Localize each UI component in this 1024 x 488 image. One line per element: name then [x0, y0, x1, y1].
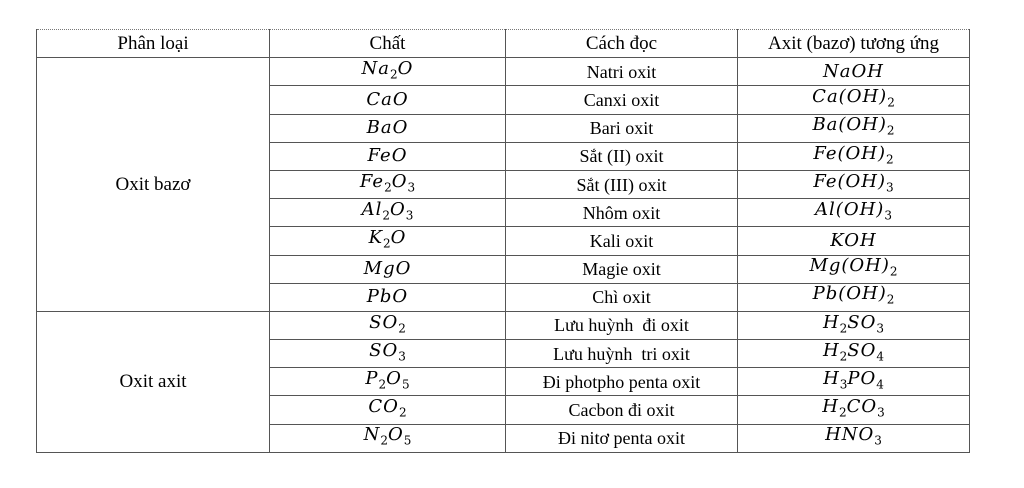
- table-row: [37, 58, 970, 86]
- formula-part: P: [365, 368, 379, 390]
- formula-subscript: 3: [874, 434, 882, 449]
- reading-cell: Bari oxit: [506, 114, 738, 142]
- formula-part: O: [397, 57, 414, 79]
- formula-subscript: 2: [886, 293, 895, 308]
- formula-subscript: 2: [384, 180, 392, 195]
- substance-formula-cell: [270, 199, 506, 227]
- table-body: [37, 58, 970, 453]
- formula-part: BaO: [366, 117, 409, 139]
- formula-part: SO: [847, 311, 877, 333]
- formula-part: H: [822, 396, 839, 418]
- reading-cell: Chì oxit: [506, 283, 738, 311]
- formula-part: Fe(OH): [813, 142, 886, 164]
- formula-part: PO: [847, 368, 877, 390]
- reading-cell: Canxi oxit: [506, 86, 738, 114]
- corresponding-formula-cell: [738, 58, 970, 86]
- substance-formula-cell: [270, 86, 506, 114]
- header-row: [37, 30, 970, 58]
- formula-part: O: [390, 227, 407, 249]
- formula-part: CaO: [366, 88, 409, 110]
- category-cell: Oxit axit: [37, 311, 270, 452]
- formula-subscript: 2: [838, 405, 847, 420]
- reading-cell: Sắt (II) oxit: [506, 142, 738, 170]
- formula-part: Al: [361, 198, 383, 220]
- formula-subscript: 2: [886, 152, 894, 167]
- formula-subscript: 2: [886, 123, 895, 138]
- reading-cell: Kali oxit: [506, 227, 738, 255]
- reading-cell: Cacbon đi oxit: [506, 396, 738, 424]
- formula-subscript: 2: [382, 208, 390, 223]
- category-cell: Oxit bazơ: [37, 58, 270, 312]
- formula-subscript: 3: [398, 349, 406, 364]
- substance-formula-cell: [270, 424, 506, 452]
- reading-cell: Đi photpho penta oxit: [506, 368, 738, 396]
- formula-subscript: 2: [380, 434, 388, 449]
- reading-cell: Nhôm oxit: [506, 199, 738, 227]
- formula-subscript: 2: [383, 236, 391, 251]
- formula-subscript: 2: [390, 67, 398, 82]
- formula-part: Al(OH): [815, 198, 885, 220]
- formula-subscript: 3: [877, 405, 885, 420]
- corresponding-formula-cell: [738, 227, 970, 255]
- formula-part: FeO: [367, 145, 408, 167]
- reading-cell: Sắt (III) oxit: [506, 170, 738, 198]
- corresponding-formula-cell: [738, 255, 970, 283]
- corresponding-formula-cell: [738, 142, 970, 170]
- substance-formula-cell: [270, 368, 506, 396]
- formula-subscript: 2: [398, 321, 406, 336]
- formula-subscript: 4: [876, 377, 884, 392]
- formula-part: Fe(OH): [813, 170, 886, 192]
- corresponding-formula-cell: [738, 199, 970, 227]
- substance-formula-cell: [270, 142, 506, 170]
- formula-part: Fe: [359, 170, 385, 192]
- reading-cell: Đi nitơ penta oxit: [506, 424, 738, 452]
- formula-part: SO: [369, 339, 399, 361]
- reading-cell: Lưu huỳnh tri oxit: [506, 340, 738, 368]
- corresponding-formula-cell: [738, 114, 970, 142]
- corresponding-formula-cell: [738, 396, 970, 424]
- formula-part: KOH: [830, 229, 877, 251]
- formula-subscript: 3: [407, 180, 416, 195]
- corresponding-formula-cell: [738, 170, 970, 198]
- formula-part: SO: [369, 311, 399, 333]
- formula-part: MgO: [363, 258, 412, 280]
- substance-formula-cell: [270, 396, 506, 424]
- reading-cell: Natri oxit: [506, 58, 738, 86]
- header-substance: Chất: [270, 30, 506, 58]
- formula-subscript: 2: [398, 405, 407, 420]
- formula-part: K: [368, 227, 384, 249]
- formula-part: CO: [846, 396, 878, 418]
- corresponding-formula-cell: [738, 424, 970, 452]
- formula-part: H: [823, 368, 840, 390]
- formula-subscript: 3: [876, 321, 885, 336]
- formula-subscript: 2: [378, 377, 387, 392]
- corresponding-formula-cell: [738, 368, 970, 396]
- formula-part: PbO: [366, 286, 409, 308]
- substance-formula-cell: [270, 114, 506, 142]
- substance-formula-cell: [270, 311, 506, 339]
- formula-part: H: [822, 311, 840, 333]
- formula-part: Na: [361, 57, 391, 79]
- substance-formula-cell: [270, 170, 506, 198]
- formula-subscript: 2: [889, 264, 898, 279]
- substance-formula-cell: [270, 340, 506, 368]
- substance-formula-cell: [270, 227, 506, 255]
- formula-subscript: 5: [401, 377, 410, 392]
- header-classification: Phân loại: [37, 30, 270, 58]
- formula-subscript: 4: [876, 349, 885, 364]
- formula-subscript: 3: [405, 208, 414, 223]
- formula-part: N: [363, 424, 381, 446]
- formula-subscript: 2: [887, 95, 895, 110]
- table-row: [37, 311, 970, 339]
- formula-part: O: [386, 368, 402, 390]
- formula-part: NaOH: [823, 60, 884, 82]
- formula-subscript: 5: [403, 434, 412, 449]
- formula-subscript: 2: [839, 349, 848, 364]
- formula-subscript: 2: [839, 321, 848, 336]
- formula-part: H: [822, 339, 840, 361]
- formula-part: Mg(OH): [809, 255, 890, 277]
- formula-subscript: 3: [839, 377, 848, 392]
- reading-cell: Lưu huỳnh đi oxit: [506, 311, 738, 339]
- formula-subscript: 3: [884, 208, 892, 223]
- header-reading: Cách đọc: [506, 30, 738, 58]
- formula-part: SO: [847, 339, 877, 361]
- corresponding-formula-cell: [738, 311, 970, 339]
- corresponding-formula-cell: [738, 283, 970, 311]
- reading-cell: Magie oxit: [506, 255, 738, 283]
- substance-formula-cell: [270, 255, 506, 283]
- formula-part: HNO: [825, 424, 875, 446]
- substance-formula-cell: [270, 283, 506, 311]
- formula-part: Ca(OH): [812, 86, 888, 108]
- formula-part: O: [391, 170, 408, 192]
- formula-part: Pb(OH): [812, 283, 887, 305]
- formula-subscript: 3: [886, 180, 894, 195]
- oxide-table: [36, 29, 970, 453]
- corresponding-formula-cell: [738, 86, 970, 114]
- substance-formula-cell: [270, 58, 506, 86]
- corresponding-formula-cell: [738, 340, 970, 368]
- header-corresponding: Axit (bazơ) tương ứng: [738, 30, 970, 58]
- formula-part: O: [390, 198, 406, 220]
- formula-part: O: [387, 424, 404, 446]
- formula-part: CO: [368, 396, 399, 418]
- formula-part: Ba(OH): [812, 114, 887, 136]
